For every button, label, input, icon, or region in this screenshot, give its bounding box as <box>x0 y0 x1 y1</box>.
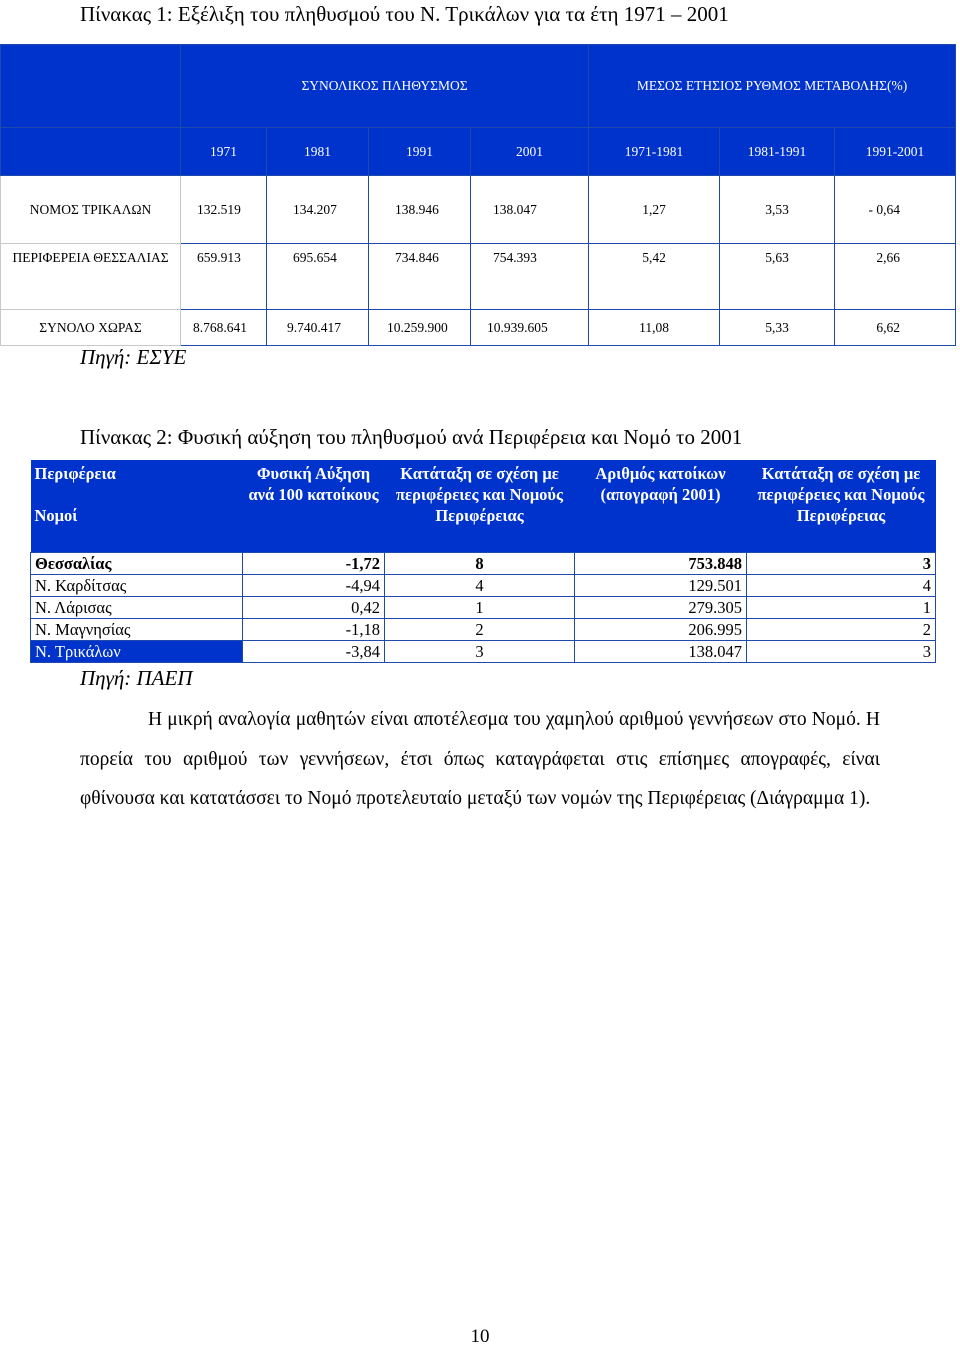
table-cell: 11,08 <box>589 310 720 346</box>
table-cell: 9.740.417 <box>267 310 369 346</box>
column-header: 1971-1981 <box>589 128 720 176</box>
table-cell: 5,42 <box>589 244 720 310</box>
header-region: Περιφέρεια <box>34 464 116 483</box>
column-header: 1991-2001 <box>835 128 956 176</box>
rank-growth-value: 4 <box>385 574 575 596</box>
natural-growth-value: -3,84 <box>243 640 385 662</box>
rank-population-value: 4 <box>747 574 936 596</box>
table2-title: Πίνακας 2: Φυσική αύξηση του πληθυσμού ανά Περιφέρεια και Νομό το 2001 <box>80 425 743 449</box>
prefecture-name: Ν. Τρικάλων <box>31 640 243 662</box>
column-header: 1971 <box>181 128 267 176</box>
table-row <box>1 176 956 244</box>
rank-growth-value: 3 <box>385 640 575 662</box>
table-cell: - 0,64 <box>835 176 956 244</box>
group-header-rate-of-change: ΜΕΣΟΣ ΕΤΗΣΙΟΣ ΡΥΘΜΟΣ ΜΕΤΑΒΟΛΗΣ(%) <box>589 45 956 128</box>
population-table <box>0 44 956 346</box>
table-cell: 132.519 <box>181 176 267 244</box>
header-rank-growth: Κατάταξη σε σχέση με περιφέρειες και Νομούς Περιφέρειας <box>385 460 575 552</box>
population-value: 753.848 <box>575 552 747 574</box>
prefecture-name: Ν. Καρδίτσας <box>31 574 243 596</box>
group-header-total-population: ΣΥΝΟΛΙΚΟΣ ΠΛΗΘΥΣΜΟΣ <box>181 45 589 128</box>
table-cell: 10.939.605 <box>471 310 589 346</box>
table-row <box>31 596 936 618</box>
row-label: ΠΕΡΙΦΕΡΕΙΑ ΘΕΣΣΑΛΙΑΣ <box>1 244 181 310</box>
table-cell: 6,62 <box>835 310 956 346</box>
header-natural-growth: Φυσική Αύξηση ανά 100 κατοίκους <box>243 460 385 552</box>
natural-growth-table <box>30 460 936 663</box>
rank-population-value: 2 <box>747 618 936 640</box>
rank-growth-value: 1 <box>385 596 575 618</box>
header-prefectures: Νομοί <box>34 506 78 525</box>
prefecture-name: Ν. Λάρισας <box>31 596 243 618</box>
table2-source: Πηγή: ΠΑΕΠ <box>80 666 193 690</box>
table-cell: 8.768.641 <box>181 310 267 346</box>
table-row <box>1 310 956 346</box>
row-label: ΝΟΜΟΣ ΤΡΙΚΑΛΩΝ <box>1 176 181 244</box>
population-value: 206.995 <box>575 618 747 640</box>
natural-growth-value: -1,72 <box>243 552 385 574</box>
table-cell: 2,66 <box>835 244 956 310</box>
natural-growth-value: -4,94 <box>243 574 385 596</box>
prefecture-name: Ν. Μαγνησίας <box>31 618 243 640</box>
table-cell: 1,27 <box>589 176 720 244</box>
table-cell: 10.259.900 <box>369 310 471 346</box>
column-header: 1991 <box>369 128 471 176</box>
page-number: 10 <box>470 1326 490 1347</box>
column-header: 2001 <box>471 128 589 176</box>
header-rank-population: Κατάταξη σε σχέση με περιφέρειες και Νομούς Περιφέρειας <box>747 460 936 552</box>
rank-growth-value: 2 <box>385 618 575 640</box>
table-cell: 5,63 <box>720 244 835 310</box>
rank-population-value: 3 <box>747 640 936 662</box>
corner-cell <box>1 45 181 128</box>
population-value: 279.305 <box>575 596 747 618</box>
natural-growth-value: -1,18 <box>243 618 385 640</box>
rank-population-value: 1 <box>747 596 936 618</box>
natural-growth-value: 0,42 <box>243 596 385 618</box>
population-value: 138.047 <box>575 640 747 662</box>
table-row <box>31 618 936 640</box>
table-cell: 659.913 <box>181 244 267 310</box>
table-cell: 134.207 <box>267 176 369 244</box>
population-value: 129.501 <box>575 574 747 596</box>
table-cell: 5,33 <box>720 310 835 346</box>
table-row <box>1 244 956 310</box>
corner-cell <box>1 128 181 176</box>
table-cell: 3,53 <box>720 176 835 244</box>
region-name: Θεσσαλίας <box>31 552 243 574</box>
table-cell: 754.393 <box>471 244 589 310</box>
table1-title: Πίνακας 1: Εξέλιξη του πληθυσμού του Ν. Τρικάλων για τα έτη 1971 – 2001 <box>80 2 729 26</box>
table-cell: 734.846 <box>369 244 471 310</box>
rank-population-value: 3 <box>747 552 936 574</box>
column-header: 1981-1991 <box>720 128 835 176</box>
rank-growth-value: 8 <box>385 552 575 574</box>
table-row-highlighted <box>31 640 936 662</box>
body-paragraph: Η μικρή αναλογία μαθητών είναι αποτέλεσμα του χαμηλού αριθμού γεννήσεων στο Νομό. Η πορεία του αριθμού των γεννήσεων, έτσι όπως καταγράφεται στις επίσημες απογραφές, είναι φθίνουσα και κατατάσσει το Νομό προτελευταίο μεταξύ των νομών της Περιφέρειας (Διάγραμμα 1). <box>80 709 880 809</box>
table-row <box>31 574 936 596</box>
table-cell: 138.047 <box>471 176 589 244</box>
header-region-prefectures <box>31 460 243 552</box>
table-cell: 138.946 <box>369 176 471 244</box>
column-header: 1981 <box>267 128 369 176</box>
row-label: ΣΥΝΟΛΟ ΧΩΡΑΣ <box>1 310 181 346</box>
header-population: Αριθμός κατοίκων (απογραφή 2001) <box>575 460 747 552</box>
table-row <box>31 552 936 574</box>
table-cell: 695.654 <box>267 244 369 310</box>
table1-source: Πηγή: ΕΣΥΕ <box>80 345 187 369</box>
